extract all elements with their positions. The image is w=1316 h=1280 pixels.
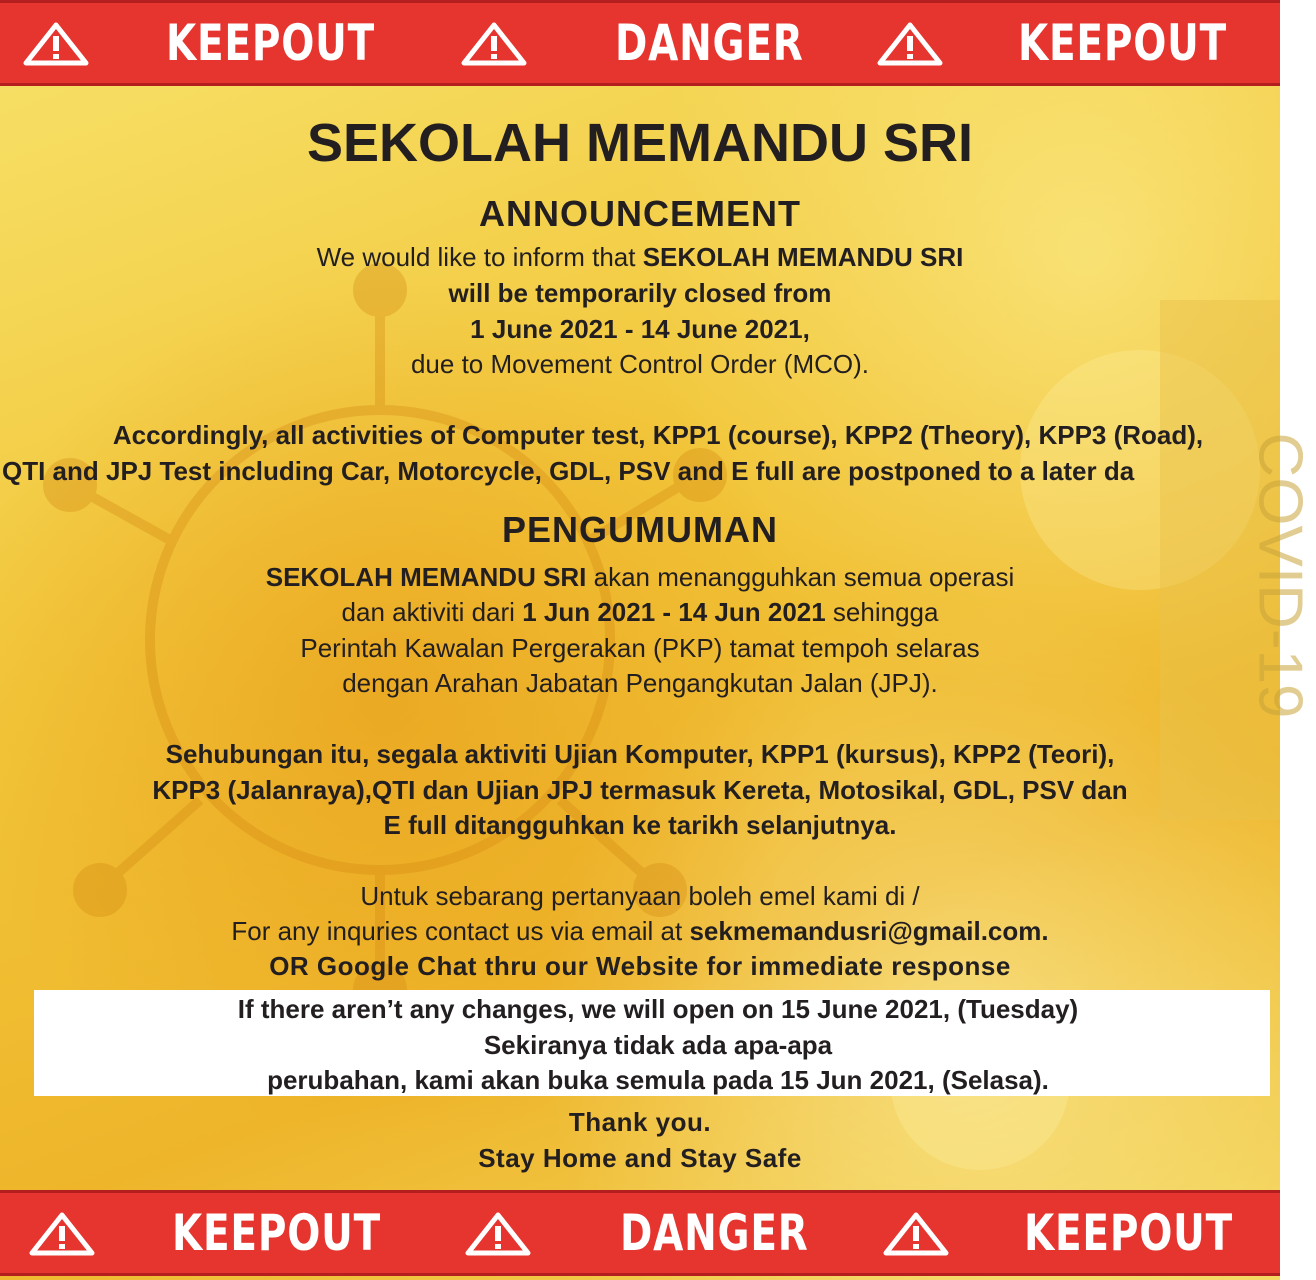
pengumuman-heading: PENGUMUMAN (502, 509, 778, 550)
warning-triangle-icon (882, 1211, 950, 1257)
covid-19-watermark: COVID-19 (1245, 432, 1315, 719)
pengumuman-activities-line: E full ditangguhkan ke tarikh selanjutnya. (383, 810, 897, 840)
announcement-heading: ANNOUNCEMENT (479, 193, 801, 234)
pengumuman-line: SEKOLAH MEMANDU SRI akan menangguhkan semua operasi (265, 562, 1015, 592)
contact-email-line: For any inquries contact us via email at sekmemandusri@gmail.com. (231, 916, 1049, 946)
stay-safe-line: Stay Home and Stay Safe (478, 1143, 802, 1173)
reopen-notice-box (34, 990, 1270, 1096)
announcement-dates: 1 June 2021 - 14 June 2021, (470, 314, 810, 344)
warning-triangle-icon (28, 1211, 96, 1257)
keep-out-label: KEEPOUT (1018, 14, 1227, 72)
keep-out-label: KEEPOUT (166, 14, 375, 72)
keep-out-label: KEEPOUT (1024, 1204, 1233, 1262)
pengumuman-activities-line: KPP3 (Jalanraya),QTI dan Ujian JPJ termasuk Kereta, Motosikal, GDL, PSV dan (152, 775, 1128, 805)
page-title: SEKOLAH MEMANDU SRI (306, 113, 973, 173)
google-chat-line: OR Google Chat thru our Website for immediate response (269, 951, 1011, 981)
reopen-notice-line: If there aren’t any changes, we will open on 15 June 2021, (Tuesday) (237, 994, 1079, 1024)
announcement-line: due to Movement Control Order (MCO). (410, 349, 870, 379)
announcement-line: We would like to inform that SEKOLAH MEMANDU SRI (316, 242, 964, 272)
danger-label: DANGER (620, 1204, 809, 1262)
warning-triangle-icon (22, 21, 90, 67)
pengumuman-dates: dan aktiviti dari 1 Jun 2021 - 14 Jun 2021 sehingga (341, 597, 939, 627)
announcement-activities-line: Accordingly, all activities of Computer test, KPP1 (course), KPP2 (Theory), KPP3 (Road), (112, 420, 1204, 450)
pengumuman-activities-line: Sehubungan itu, segala aktiviti Ujian Komputer, KPP1 (kursus), KPP2 (Teori), (165, 739, 1115, 769)
warning-triangle-icon (876, 21, 944, 67)
reopen-notice-line: perubahan, kami akan buka semula pada 15 Jun 2021, (Selasa). (267, 1065, 1049, 1095)
keep-out-label: KEEPOUT (172, 1204, 381, 1262)
warning-triangle-icon (464, 1211, 532, 1257)
email-address: sekmemandusri@gmail.com. (689, 916, 1049, 946)
danger-label: DANGER (615, 14, 804, 72)
reopen-notice-line: Sekiranya tidak ada apa-apa (483, 1030, 833, 1060)
pengumuman-line: dengan Arahan Jabatan Pengangkutan Jalan (JPJ). (342, 668, 938, 698)
announcement-line: will be temporarily closed from (448, 278, 832, 308)
announcement-activities-line: QTI and JPJ Test including Car, Motorcycle, GDL, PSV and E full are postponed to a later da (2, 456, 1135, 486)
bottom-warning-tape (0, 1190, 1280, 1276)
warning-triangle-icon (460, 21, 528, 67)
top-warning-tape (0, 0, 1280, 86)
pengumuman-line: Perintah Kawalan Pergerakan (PKP) tamat tempoh selaras (300, 633, 980, 663)
thank-you-line: Thank you. (568, 1107, 712, 1137)
contact-line: Untuk sebarang pertanyaan boleh emel kami di / (360, 881, 920, 911)
